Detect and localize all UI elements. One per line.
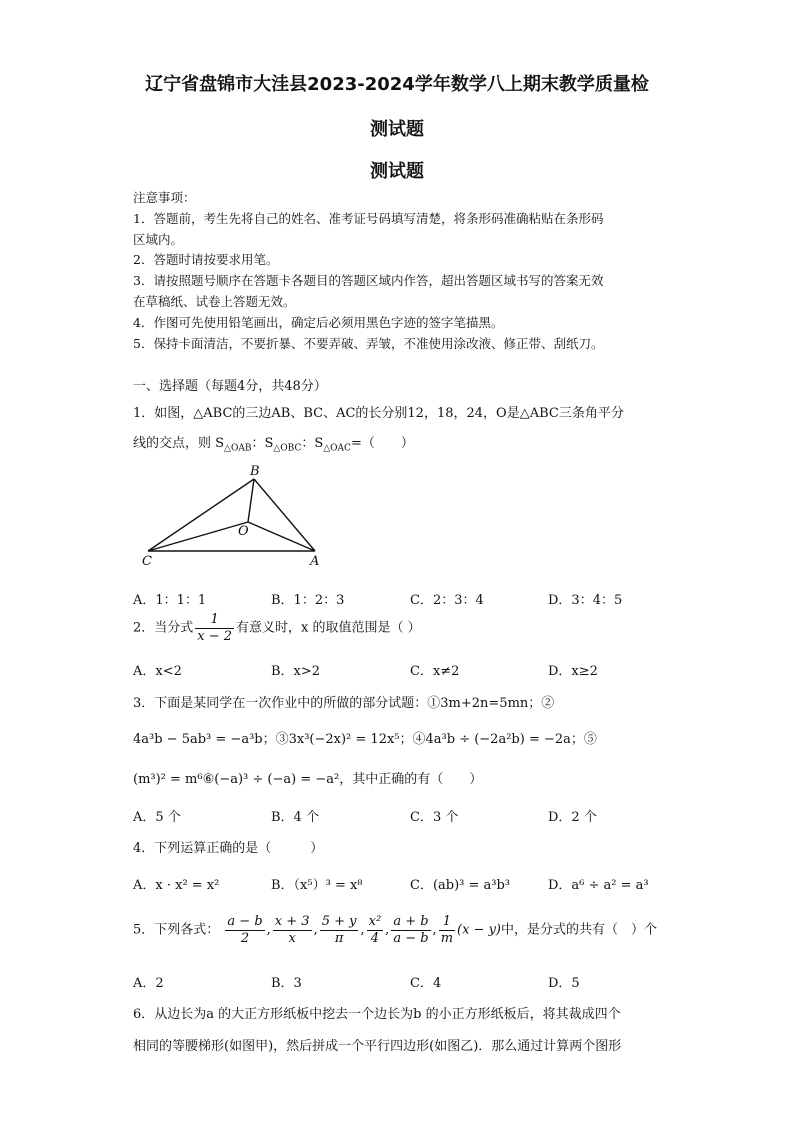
q5-f4-den: 4 — [370, 930, 380, 946]
q5-stem: 5．下列各式： $\frac{a - b}{2}$ , $\frac{x + 3}{x}$ , $\frac{5 + y}{\pi}$ , $\frac{\text{x²}}{4}$ , $\frac{a + b}{a - b}$ , $\frac{1}{m}$ (x − y)中，是分式的共有（ ）个 — [133, 914, 658, 946]
q2-text-a: 2．当分式 — [133, 620, 194, 636]
q2-fraction-num: 1 — [195, 612, 234, 629]
exam-title-line1: 辽宁省盘锦市大洼县2023-2024学年数学八上期末教学质量检 — [145, 74, 649, 95]
q1-text-a: 线的交点，则 S — [133, 436, 225, 451]
exam-title-line3: 测试题 — [370, 161, 424, 182]
q5-fraction-1 — [225, 914, 264, 946]
notes-heading: 注意事项： — [133, 190, 196, 205]
q5-f4-num: x² — [368, 914, 382, 929]
q2-option-c[interactable]: C．x≠2 — [410, 664, 460, 679]
q5-text-a: 5．下列各式： — [133, 922, 220, 938]
note-1b: 区域内。 — [133, 232, 184, 247]
q1-sep-2: ：S — [301, 436, 324, 451]
q6-stem-line1: 6．从边长为a 的大正方形纸板中挖去一个边长为b 的小正方形纸板后，将其裁成四个 — [133, 1007, 621, 1022]
q5-f1-num: a − b — [227, 914, 263, 929]
q1-sub-oab: △OAB — [224, 443, 252, 454]
q5-f2-num: x + 3 — [274, 914, 310, 929]
bisector-a — [248, 522, 315, 551]
q5-f1-den: 2 — [240, 930, 250, 946]
q2-option-b[interactable]: B．x>2 — [271, 664, 321, 679]
q5-option-b[interactable]: B．3 — [271, 976, 302, 991]
label-a: A — [310, 554, 320, 569]
triangle-figure — [138, 462, 338, 572]
q5-f6-num: 1 — [439, 914, 455, 931]
q2-text-b: 有意义时，x 的取值范围是（ ） — [236, 620, 421, 636]
q2-option-a[interactable]: A．x<2 — [133, 664, 182, 679]
q5-f6-den: m — [440, 930, 454, 946]
q1-tail: =（ ） — [350, 436, 414, 451]
q3-stem-line3: (m³)² = m⁶⑥(−a)³ ÷ (−a) = −a²，其中正确的有（ ） — [133, 772, 483, 787]
q5-fraction-2 — [273, 914, 312, 946]
q4-option-a[interactable]: A．x · x² = x² — [133, 878, 220, 893]
note-2: 2．答题时请按要求用笔。 — [133, 252, 279, 267]
q5-fraction-6 — [439, 914, 455, 946]
section-heading: 一、选择题（每题4分，共48分） — [133, 379, 327, 394]
q5-f5-den: a − b — [393, 930, 429, 946]
exam-title-line2: 测试题 — [370, 119, 424, 140]
q3-stem-line2: 4a³b − 5ab³ = −a³b；③3x³(−2x)² = 12x⁵；④4a³b ÷ (−2a²b) = −2a；⑤ — [133, 732, 597, 747]
edge-ba — [254, 479, 315, 551]
q1-option-c[interactable]: C．2：3：4 — [410, 593, 484, 608]
q5-f5-num: a + b — [393, 914, 429, 929]
q3-option-d[interactable]: D．2 个 — [548, 810, 597, 825]
q5-fraction-5 — [391, 914, 430, 946]
q3-option-c[interactable]: C．3 个 — [410, 810, 459, 825]
q5-f3-num: 5 + y — [321, 914, 357, 929]
q6-stem-line2: 相同的等腰梯形(如图甲)，然后拼成一个平行四边形(如图乙)．那么通过计算两个图形 — [133, 1039, 622, 1054]
q2-fraction-den: x − 2 — [197, 628, 233, 644]
q1-sep-1: ：S — [251, 436, 274, 451]
q1-stem-line1: 1．如图，△ABC的三边AB、BC、AC的长分别12，18，24，O是△ABC三条角平分 — [133, 406, 624, 421]
q5-f6-tail: (x − y) — [457, 922, 501, 938]
q1-sub-oac: △OAC — [323, 443, 351, 454]
q1-option-b[interactable]: B．1：2：3 — [271, 593, 345, 608]
edge-cb — [148, 479, 254, 551]
note-3b: 在草稿纸、试卷上答题无效。 — [133, 294, 296, 309]
label-c: C — [142, 554, 152, 569]
q1-option-a[interactable]: A．1：1：1 — [133, 593, 207, 608]
q5-f3-den: π — [334, 930, 344, 946]
q1-option-d[interactable]: D．3：4：5 — [548, 593, 623, 608]
q5-text-b: 中，是分式的共有（ ）个 — [501, 922, 658, 938]
q5-option-c[interactable]: C．4 — [410, 976, 442, 991]
label-o: O — [238, 524, 249, 539]
note-1a: 1．答题前，考生先将自己的姓名、准考证号码填写清楚，将条形码准确粘贴在条形码 — [133, 211, 604, 226]
q5-option-d[interactable]: D．5 — [548, 976, 580, 991]
bisector-b — [248, 479, 254, 522]
note-4: 4．作图可先使用铅笔画出，确定后必须用黑色字迹的签字笔描黑。 — [133, 315, 504, 330]
q4-option-d[interactable]: D．a⁶ ÷ a² = a³ — [548, 878, 649, 893]
q2-fraction — [195, 612, 234, 644]
q5-fraction-4 — [367, 914, 384, 946]
note-5: 5．保持卡面清洁，不要折暴、不要弄破、弄皱，不准使用涂改液、修正带、刮纸刀。 — [133, 336, 604, 351]
q5-option-a[interactable]: A．2 — [133, 976, 164, 991]
label-b: B — [250, 464, 260, 479]
q2-stem — [133, 612, 421, 644]
q5-f2-den: x — [288, 930, 296, 946]
q1-stem-line2 — [133, 432, 414, 454]
bisector-c — [148, 522, 248, 551]
note-3a: 3．请按照题号顺序在答题卡各题目的答题区域内作答，超出答题区域书写的答案无效 — [133, 273, 604, 288]
q2-option-d[interactable]: D．x≥2 — [548, 664, 598, 679]
q3-option-a[interactable]: A．5 个 — [133, 810, 181, 825]
q3-option-b[interactable]: B．4 个 — [271, 810, 319, 825]
q4-option-b[interactable]: B．（x⁵）³ = x⁸ — [271, 878, 363, 893]
q3-stem-line1: 3．下面是某同学在一次作业中的所做的部分试题：①3m+2n=5mn；② — [133, 696, 555, 711]
q5-fraction-3 — [320, 914, 359, 946]
q1-sub-obc: △OBC — [273, 443, 302, 454]
q4-option-c[interactable]: C．(ab)³ = a³b³ — [410, 878, 511, 893]
q4-stem: 4．下列运算正确的是（ ） — [133, 841, 324, 856]
